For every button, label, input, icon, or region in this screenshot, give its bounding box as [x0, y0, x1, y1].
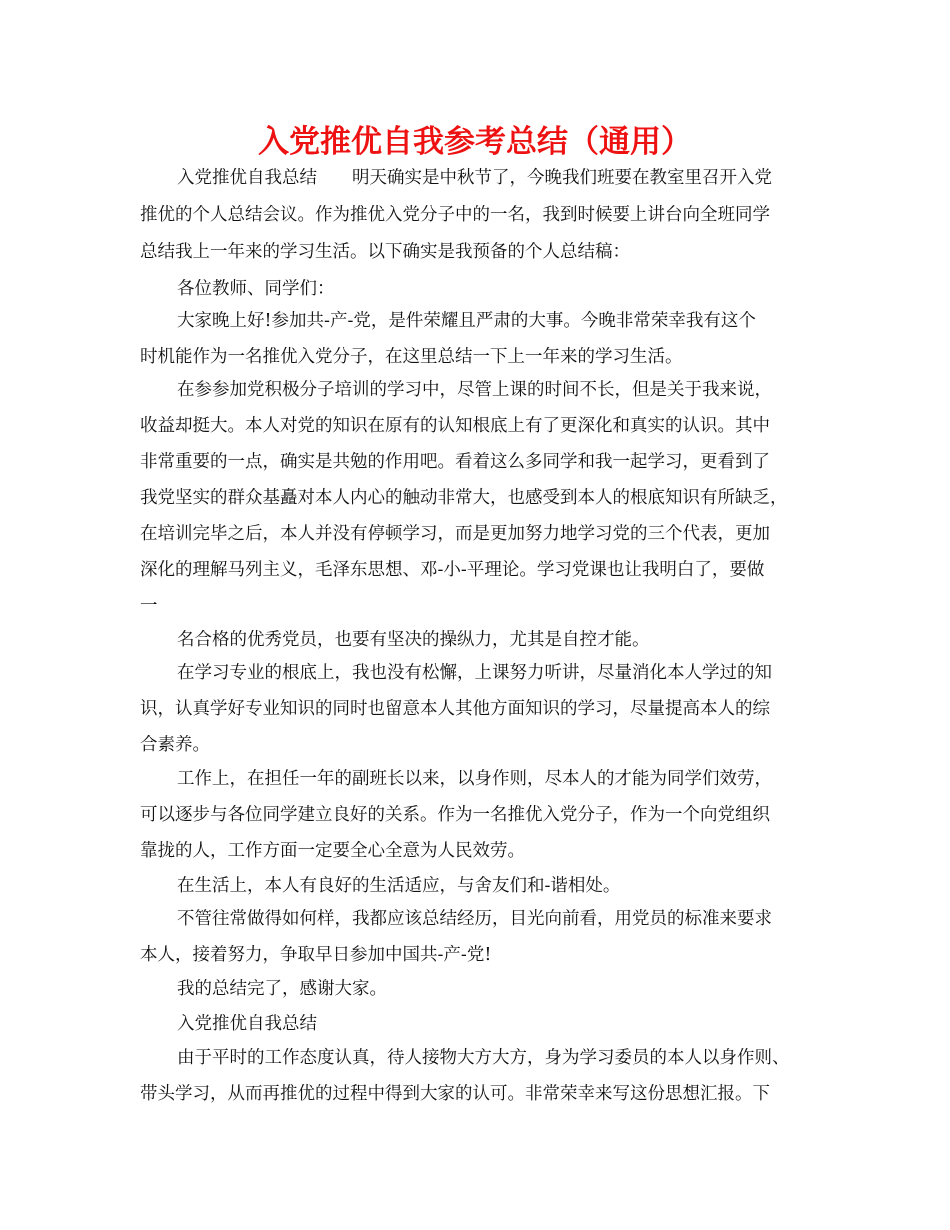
paragraph-line: 在参参加党积极分子培训的学习中，尽管上课的时间不长，但是关于我来说，: [177, 380, 772, 400]
paragraph-line: 非常重要的一点，确实是共勉的作用吧。看着这么多同学和我一起学习，更看到了: [140, 452, 770, 472]
paragraph-line: 带头学习，从而再推优的过程中得到大家的认可。非常荣幸来写这份思想汇报。下: [140, 1084, 770, 1104]
paragraph-line: 各位教师、同学们：: [177, 279, 335, 299]
paragraph-line: 入党推优自我总结: [177, 1014, 317, 1034]
paragraph-line: 靠拢的人，工作方面一定要全心全意为人民效劳。: [140, 841, 525, 861]
document-title: 入党推优自我参考总结（通用）: [258, 124, 692, 160]
paragraph-line: 收益却挺大。本人对党的知识在原有的认知根底上有了更深化和真实的认识。其中: [140, 416, 770, 436]
paragraph-line: 在学习专业的根底上，我也没有松懈，上课努力听讲，尽量消化本人学过的知: [177, 663, 772, 683]
paragraph-line: 一: [140, 596, 158, 616]
paragraph-line: 深化的理解马列主义，毛泽东思想、邓-小-平理论。学习党课也让我明白了，要做: [140, 560, 765, 580]
paragraph-line: 时机能作为一名推优入党分子，在这里总结一下上一年来的学习生活。: [140, 347, 683, 367]
paragraph-line: 入党推优自我总结 明天确实是中秋节了，今晚我们班要在教室里召开入党: [177, 168, 772, 188]
paragraph-line: 我的总结完了，感谢大家。: [177, 979, 387, 999]
paragraph-line: 大家晚上好!参加共-产-党，是件荣耀且严肃的大事。今晚非常荣幸我有这个: [177, 311, 756, 331]
paragraph-line: 推优的个人总结会议。作为推优入党分子中的一名，我到时候要上讲台向全班同学: [140, 205, 770, 225]
paragraph-line: 名合格的优秀党员，也要有坚决的操纵力，尤其是自控才能。: [177, 630, 650, 650]
paragraph-line: 本人，接着努力，争取早日参加中国共-产-党!: [140, 945, 492, 965]
paragraph-line: 不管往常做得如何样，我都应该总结经历，目光向前看，用党员的标准来要求: [177, 909, 772, 929]
paragraph-line: 合素养。: [140, 735, 210, 755]
paragraph-line: 工作上，在担任一年的副班长以来，以身作则，尽本人的才能为同学们效劳，: [177, 769, 772, 789]
paragraph-line: 我党坚实的群众基矗对本人内心的触动非常大，也感受到本人的根底知识有所缺乏，: [140, 488, 788, 508]
paragraph-line: 识，认真学好专业知识的同时也留意本人其他方面知识的学习，尽量提高本人的综: [140, 699, 770, 719]
paragraph-line: 总结我上一年来的学习生活。以下确实是我预备的个人总结稿：: [140, 242, 630, 262]
paragraph-line: 由于平时的工作态度认真，待人接物大方大方，身为学习委员的本人以身作则、: [177, 1048, 790, 1068]
paragraph-line: 在培训完毕之后，本人并没有停顿学习，而是更加努力地学习党的三个代表，更加: [140, 524, 770, 544]
paragraph-line: 可以逐步与各位同学建立良好的关系。作为一名推优入党分子，作为一个向党组织: [140, 805, 770, 825]
paragraph-line: 在生活上，本人有良好的生活适应，与舍友们和-谐相处。: [177, 876, 621, 896]
